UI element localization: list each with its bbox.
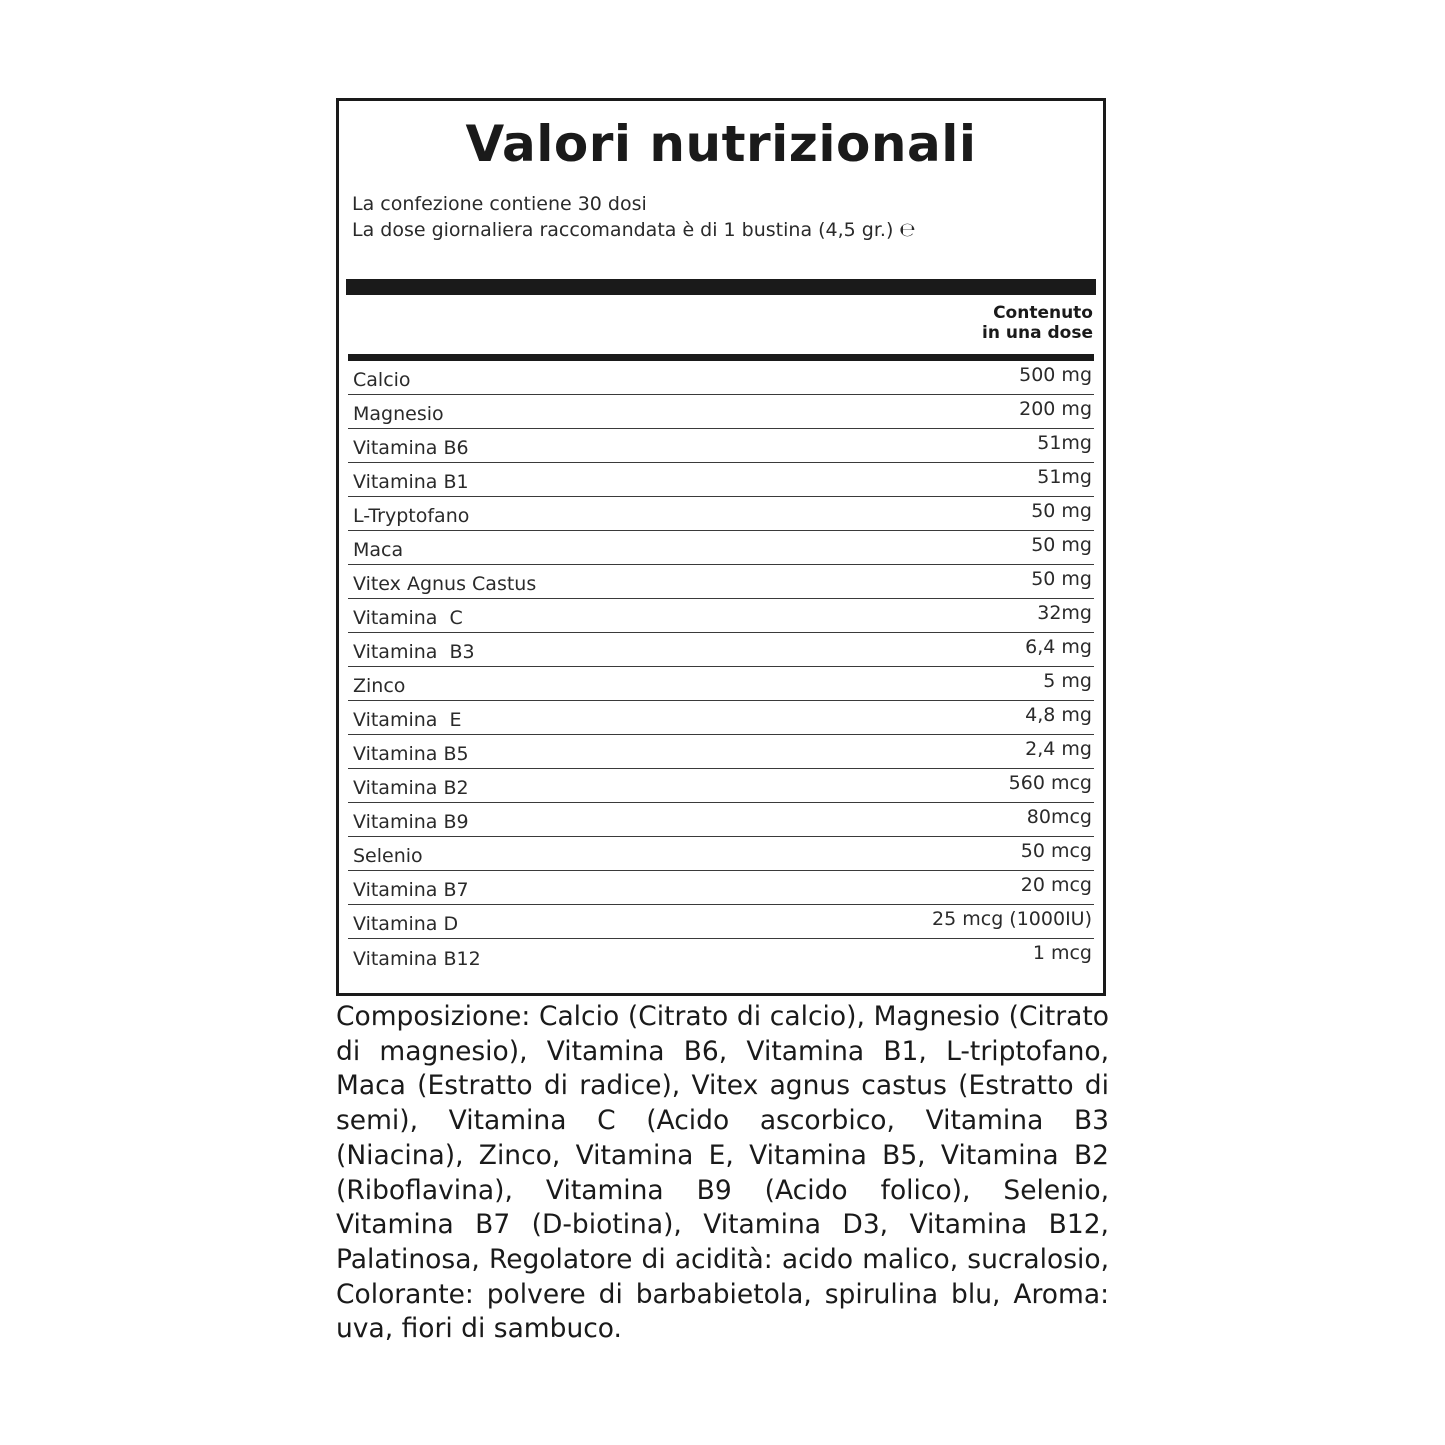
label-title: Valori nutrizionali [465,115,977,173]
table-row [348,463,1094,497]
nutrient-name: Vitamina B9 [353,811,469,833]
table-row [348,667,1094,701]
intro-line-doses: La confezione contiene 30 dosi [352,193,647,215]
nutrient-name: Vitamina B5 [353,743,469,765]
nutrient-amount: 1 mcg [1032,942,1092,964]
table-row [348,599,1094,633]
intro-line-daily-dose: La dose giornaliera raccomandata è di 1 bustina (4,5 gr.) ℮ [352,219,916,241]
table-row [348,429,1094,463]
label-intro [352,191,916,243]
nutrient-name: Vitamina B6 [353,437,469,459]
header-divider [346,279,1096,295]
table-row [348,361,1094,395]
nutrient-amount: 50 mg [1031,534,1092,556]
nutrient-name: Maca [353,539,404,561]
nutrient-name: Vitamina B12 [353,948,481,970]
nutrition-label [336,98,1106,996]
table-row [348,395,1094,429]
nutrient-amount: 50 mg [1031,500,1092,522]
nutrient-amount: 560 mcg [1008,772,1092,794]
column-header [982,303,1093,343]
table-row [348,531,1094,565]
column-header-line-2: in una dose [982,323,1093,343]
nutrient-amount: 80mcg [1026,806,1092,828]
nutrient-table [348,361,1094,973]
nutrient-amount: 2,4 mg [1025,738,1092,760]
column-header-line-1: Contenuto [993,303,1093,323]
table-row [348,701,1094,735]
nutrient-amount: 5 mg [1043,670,1092,692]
nutrient-name: Vitamina B2 [353,777,469,799]
table-divider [348,354,1094,361]
nutrient-amount: 4,8 mg [1025,704,1092,726]
table-row [348,837,1094,871]
composition-text: Composizione: Calcio (Citrato di calcio), Magnesio (Citrato di magnesio), Vitamina B6, Vitamina B1, L-triptofano, Maca (Estratto di radice), Vitex agnus castus (Estratto di semi), Vitamina C (Acido ascorbico, Vitamina B3 (Niacina), Zinco, Vitamina E, Vitamina B5, Vitamina B2 (Riboflavina), Vitamina B9 (Acido folico), Selenio, Vitamina B7 (D-biotina), Vitamina D3, Vitamina B12, Palatinosa, Regolatore di acidità: acido malico, sucralosio, Colorante: polvere di barbabietola, spirulina blu, Aroma: uva, fiori di sambuco. [336,1001,1109,1345]
table-row [348,565,1094,599]
nutrient-name: Vitamina E [353,709,462,731]
nutrient-name: Magnesio [353,403,444,425]
table-row [348,939,1094,973]
nutrient-name: Vitamina B1 [353,471,469,493]
nutrient-amount: 500 mg [1019,364,1092,386]
nutrient-amount: 51mg [1037,432,1092,454]
nutrient-name: Vitamina D [353,913,459,935]
nutrient-amount: 200 mg [1019,398,1092,420]
nutrient-name: L-Tryptofano [353,505,470,527]
table-row [348,633,1094,667]
nutrient-amount: 51mg [1037,466,1092,488]
nutrient-name: Selenio [353,845,423,867]
nutrient-amount: 32mg [1037,602,1092,624]
nutrient-name: Calcio [353,369,411,391]
nutrient-name: Zinco [353,675,406,697]
nutrient-amount: 6,4 mg [1025,636,1092,658]
nutrient-name: Vitamina B3 [353,641,475,663]
nutrient-name: Vitamina B7 [353,879,469,901]
table-row [348,769,1094,803]
table-row [348,803,1094,837]
table-row [348,905,1094,939]
nutrient-amount: 20 mcg [1020,874,1092,896]
nutrient-amount: 25 mcg (1000IU) [932,908,1092,930]
table-row [348,497,1094,531]
nutrient-name: Vitex Agnus Castus [353,573,537,595]
table-row [348,735,1094,769]
nutrient-amount: 50 mg [1031,568,1092,590]
nutrient-amount: 50 mcg [1020,840,1092,862]
nutrient-name: Vitamina C [353,607,463,629]
table-row [348,871,1094,905]
